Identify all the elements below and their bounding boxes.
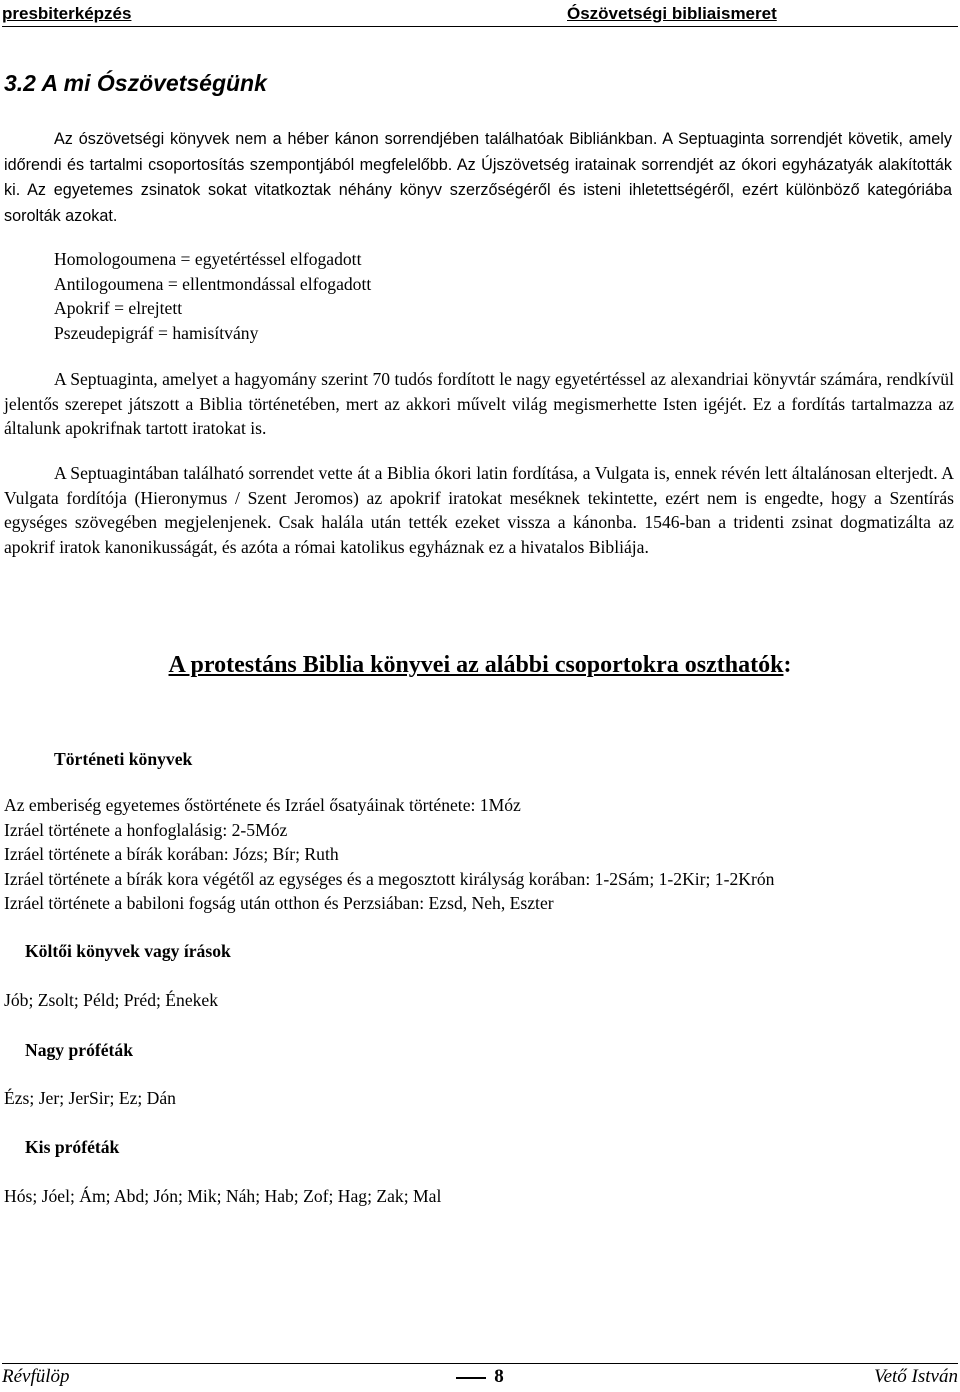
intro-paragraph: Az ószövetségi könyvek nem a héber kánon sorrendjében találhatóak Bibliánkban. A Septuaginta sorrendjét követik, amely időrendi és tartalmi csoportosítás szempontjából megfelelőbb. Az Újszövetség iratainak sorrendjét az ókori egyházatyák alakították ki. Az egyetemes zsinatok sokat vitatkoztak néhány könyv szerzőségéről és isteni ihletettségéről, ezért különböző kategóriába sorolták azokat. — [4, 130, 952, 225]
header-left: presbiterképzés — [2, 4, 132, 23]
poetic-books-heading: Költői könyvek vagy írások — [25, 941, 231, 961]
vulgata-paragraph: A Septuagintában található sorrendet vette át a Biblia ókori latin fordítása, a Vulgata is, ennek révén lett általánosan elterjedt. A Vulgata fordítója (Hieronymus / Szent Jeromos) az apokrif iratokat meséknek tekintette, ezért nem is engedte, hogy a Szentírás egységes szövegében megjelenjenek. Csak halála után tették ezeket vissza a kánonba. 1546-ban a tridenti zsinat dogmatizálta az apokrif iratok kanonikusságát, és azóta a római katolikus egyháznak ez a hivatalos Bibliája. — [4, 463, 954, 557]
poetic-books-list: Jób; Zsolt; Péld; Préd; Énekek — [4, 990, 219, 1010]
definition-item: Apokrif = elrejtett — [54, 298, 183, 318]
definitions-list — [54, 247, 371, 345]
minor-prophets-list: Hós; Jóel; Ám; Abd; Jón; Mik; Náh; Hab; Zof; Hag; Zak; Mal — [4, 1186, 442, 1206]
historical-book-line: Az emberiség egyetemes őstörténete és Izráel ősatyáinak története: 1Móz — [4, 795, 521, 815]
footer-dash — [456, 1377, 486, 1379]
minor-prophets-heading: Kis próféták — [25, 1137, 120, 1157]
historical-book-line: Izráel története a honfoglalásig: 2-5Móz — [4, 820, 288, 840]
major-prophets-list: Ézs; Jer; JerSir; Ez; Dán — [4, 1088, 176, 1108]
definition-item: Pszeudepigráf = hamisítvány — [54, 322, 259, 343]
footer-page-number: 8 — [494, 1366, 504, 1387]
historical-book-line: Izráel története a bírák korában: Józs; Bír; Ruth — [4, 844, 339, 864]
groups-heading — [0, 652, 960, 679]
groups-heading-colon: : — [783, 652, 792, 678]
footer-author: Vető István — [874, 1366, 958, 1387]
definition-item: Antilogoumena = ellentmondással elfogadott — [54, 273, 372, 294]
historical-book-line: Izráel története a babiloni fogság után otthon és Perzsiában: Ezsd, Neh, Eszter — [4, 893, 554, 913]
page-header — [2, 4, 958, 27]
header-right: Ószövetségi bibliaismeret — [567, 4, 777, 23]
definition-item: Homologoumena = egyetértéssel elfogadott — [54, 249, 362, 269]
historical-book-line: Izráel története a bírák kora végétől az egységes és a megosztott királyság korában: 1-2Sám; 1-2Kir; 1-2Krón — [4, 869, 775, 889]
septuaginta-paragraph: A Septuaginta, amelyet a hagyomány szerint 70 tudós fordított le nagy egyetértéssel az alexandriai könyvtár számára, rendkívül jelentős szerepet játszott a Biblia történetében, mert az akkori művelt világ megismerhette Isten igéjét. Ez a fordítás tartalmazza az általunk apokrifnak tartott iratokat is. — [4, 369, 954, 438]
major-prophets-heading: Nagy próféták — [25, 1040, 133, 1060]
historical-books-heading: Történeti könyvek — [54, 749, 193, 769]
footer-page-number-wrap — [2, 1366, 958, 1388]
page-footer — [2, 1363, 958, 1390]
groups-heading-text: A protestáns Biblia könyvei az alábbi csoportokra oszthatók — [168, 652, 784, 678]
footer-location: Révfülöp — [2, 1366, 70, 1387]
section-title: 3.2 A mi Ószövetségünk — [4, 70, 267, 96]
